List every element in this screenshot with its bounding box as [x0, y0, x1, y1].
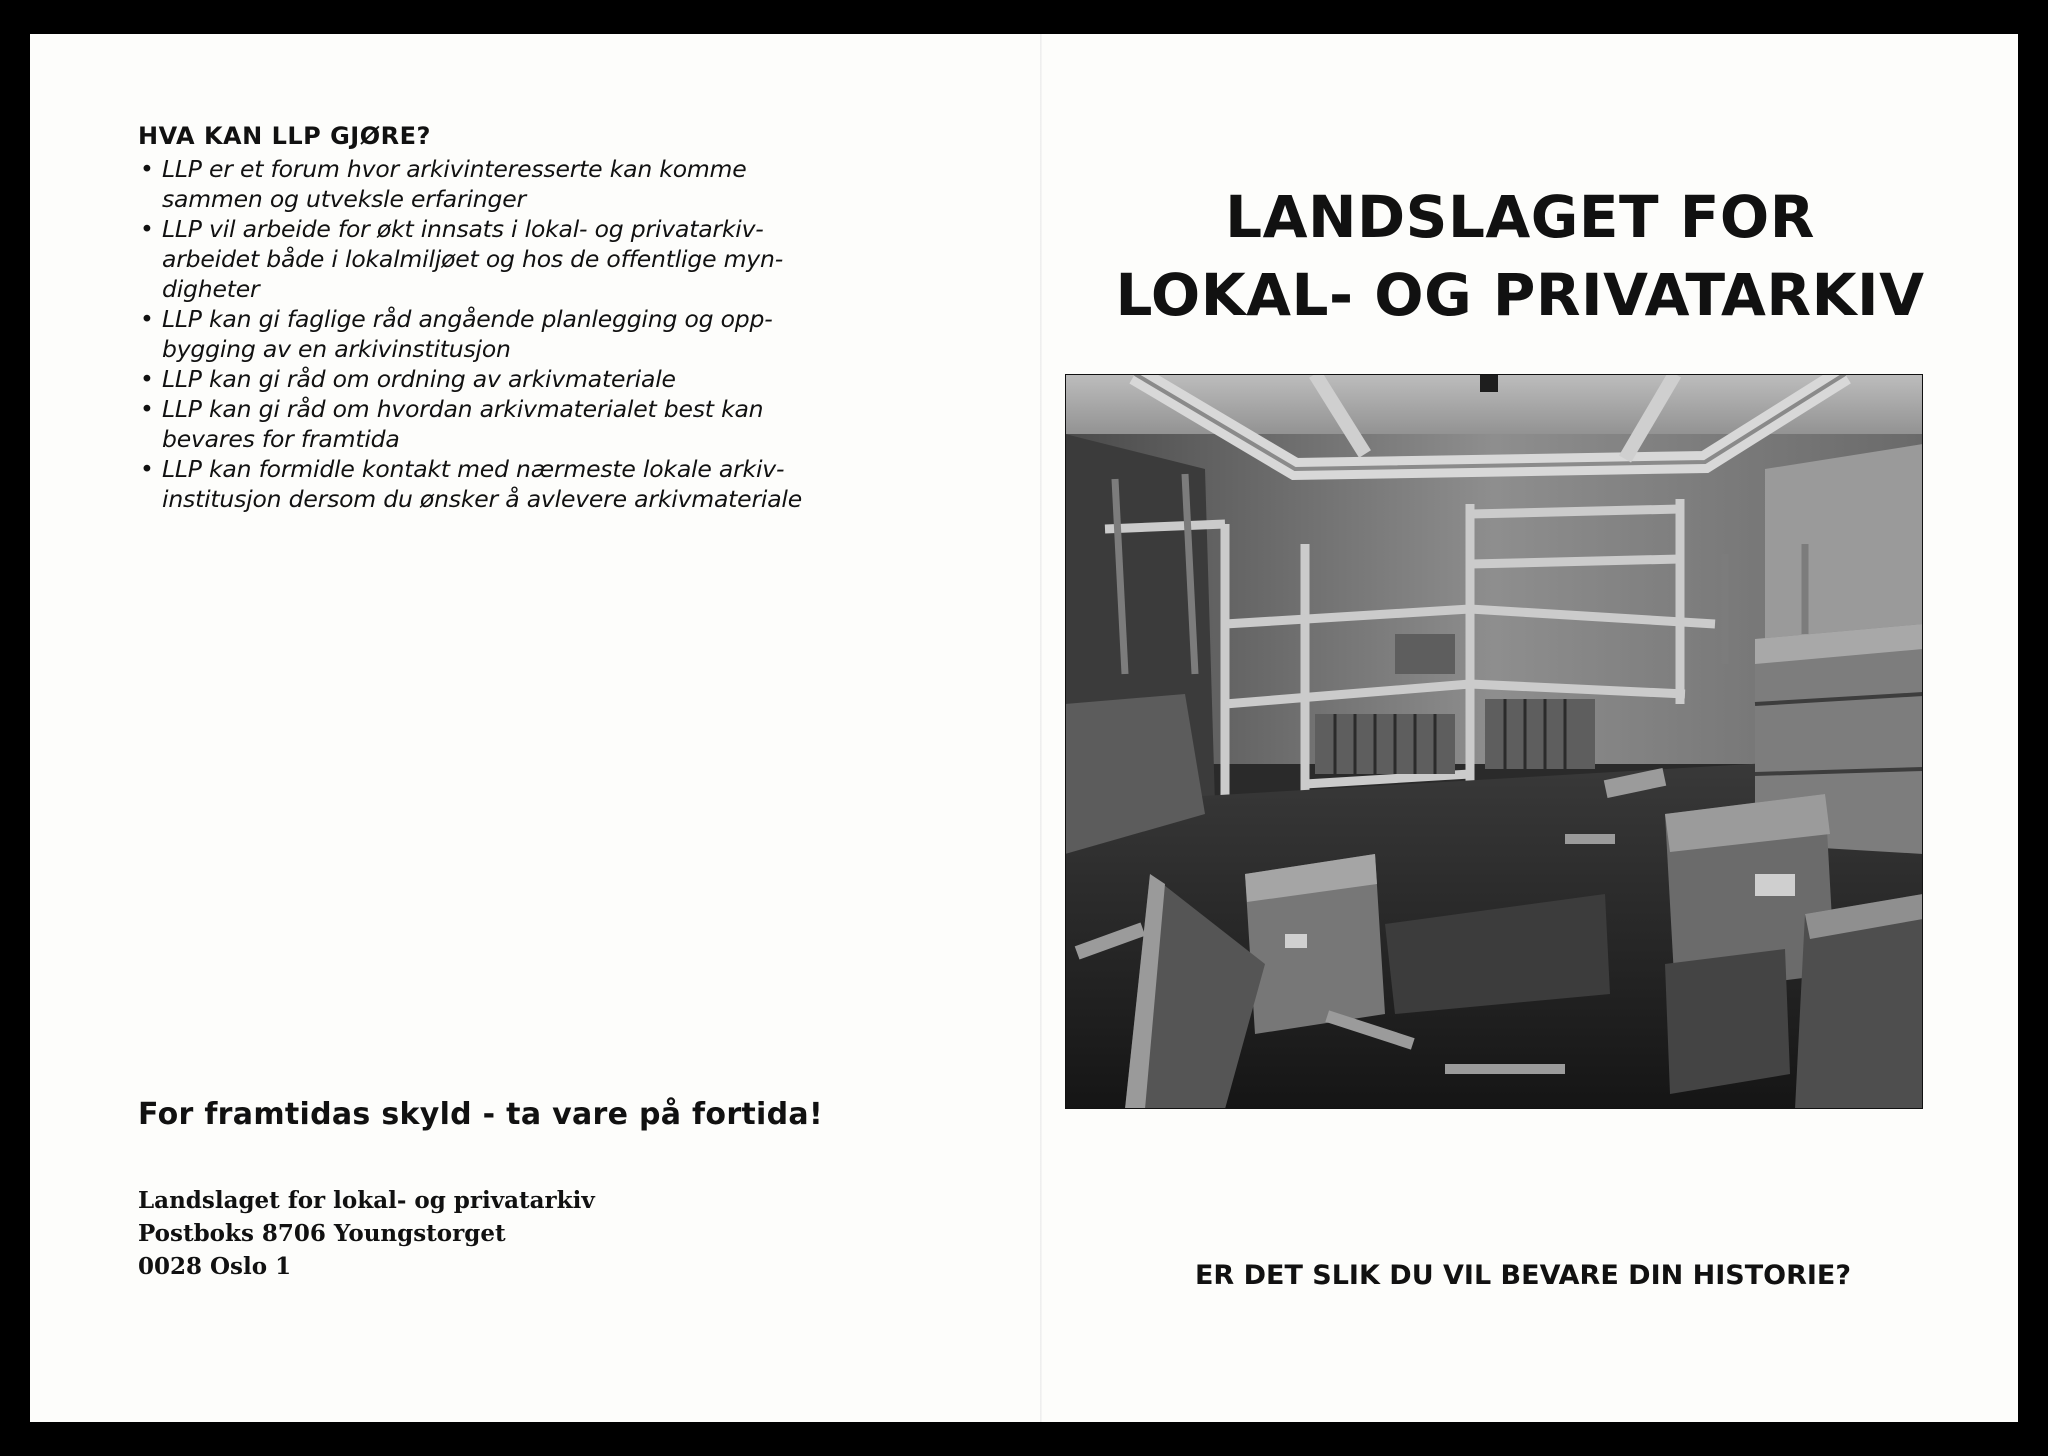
list-item [138, 214, 878, 304]
brochure-title [1060, 178, 1980, 334]
list-item [138, 364, 878, 394]
bullet-list [138, 154, 878, 514]
bullet-text: LLP kan gi råd om ordning av arkivmateriale [162, 365, 676, 393]
list-item [138, 454, 878, 514]
archive-basement-photo [1065, 374, 1923, 1109]
address-line-city: 0028 Oslo 1 [138, 1253, 292, 1280]
title-line-2: LOKAL- OG PRIVATARKIV [1115, 261, 1925, 329]
bullet-text: LLP vil arbeide for økt innsats i lokal- og privatarkiv- arbeidet både i lokalmiljøet og hos de offentlige myn- digheter [162, 215, 783, 303]
bullet-text: LLP kan gi faglige råd angående planlegging og opp- bygging av en arkivinstitusjon [162, 305, 773, 363]
bullet-text: LLP kan formidle kontakt med nærmeste lokale arkiv- institusjon dersom du ønsker å avlevere arkivmateriale [162, 455, 803, 513]
postal-address [138, 1184, 595, 1283]
section-heading: HVA KAN LLP GJØRE? [138, 122, 431, 150]
bullet-icon: • [140, 395, 154, 423]
title-line-1: LANDSLAGET FOR [1225, 183, 1815, 251]
center-fold [1040, 34, 1042, 1422]
address-line-postbox: Postboks 8706 Youngstorget [138, 1220, 506, 1247]
bullet-icon: • [140, 215, 154, 243]
bullet-text: LLP kan gi råd om hvordan arkivmaterialet best kan bevares for framtida [162, 395, 764, 453]
closing-question: ER DET SLIK DU VIL BEVARE DIN HISTORIE? [1194, 1260, 1852, 1291]
photo-illustration [1065, 374, 1923, 1109]
bullet-text: LLP er et forum hvor arkivinteresserte kan komme sammen og utveksle erfaringer [162, 155, 747, 213]
list-item [138, 304, 878, 364]
bullet-icon: • [140, 155, 154, 183]
bullet-icon: • [140, 305, 154, 333]
slogan: For framtidas skyld - ta vare på fortida! [138, 1097, 823, 1132]
left-panel [138, 122, 878, 514]
address-line-organization: Landslaget for lokal- og privatarkiv [138, 1187, 595, 1214]
list-item [138, 394, 878, 454]
bullet-icon: • [140, 365, 154, 393]
list-item [138, 154, 878, 214]
bullet-icon: • [140, 455, 154, 483]
